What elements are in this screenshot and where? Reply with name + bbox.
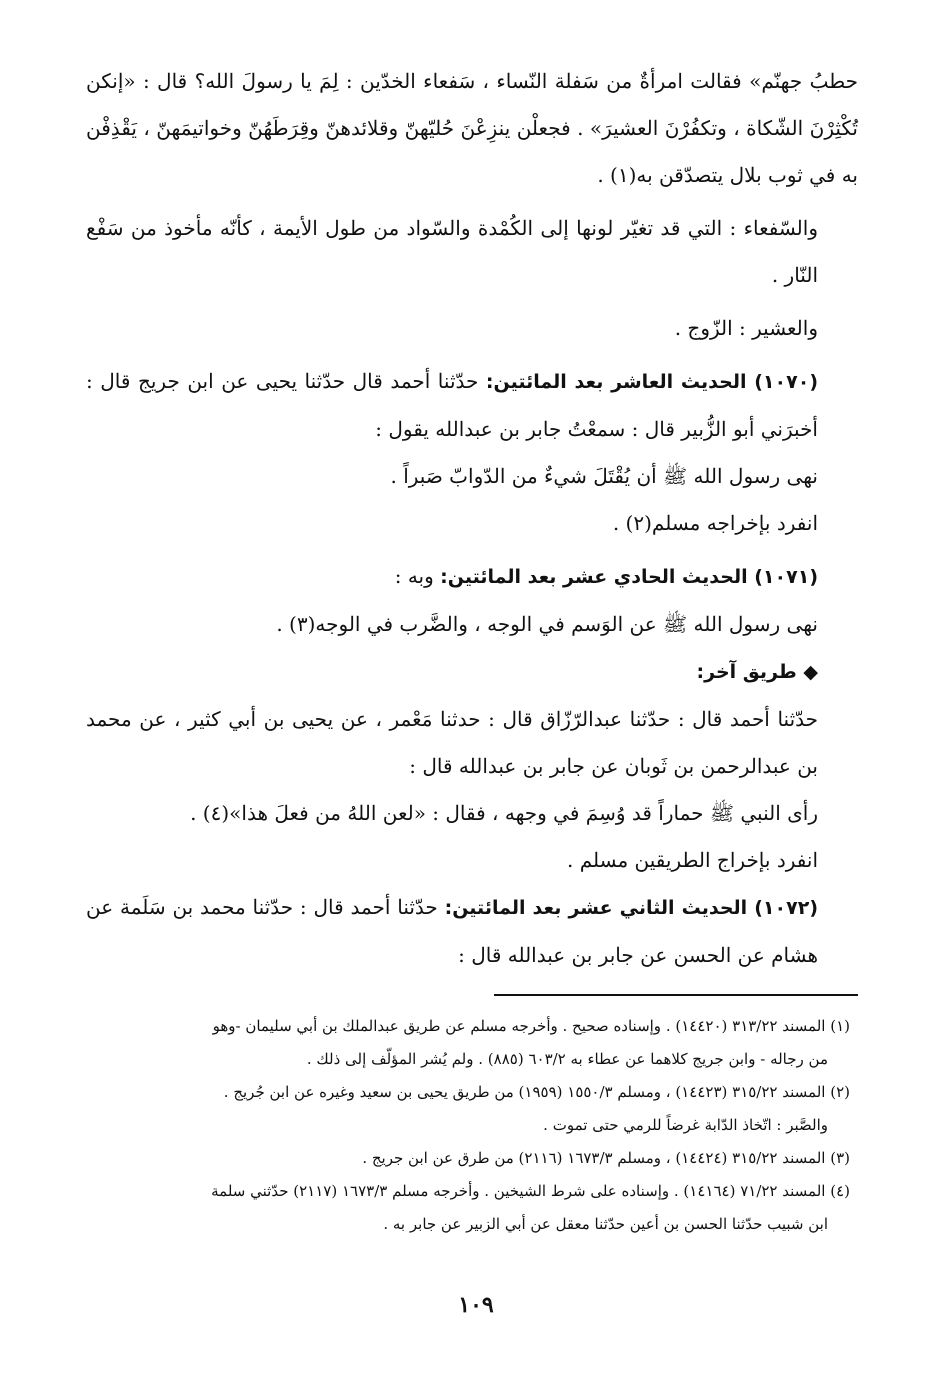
hadith-1072-title: (١٠٧٢) الحديث الثاني عشر بعد المائتين: bbox=[444, 897, 818, 919]
hadith-1071-title: (١٠٧١) الحديث الحادي عشر بعد المائتين: bbox=[440, 566, 818, 588]
section-heading bbox=[86, 648, 858, 696]
hadith-1072-text: حدّثنا أحمد قال : حدّثنا محمد بن سَلَمة عن هشام عن الحسن عن جابر بن عبدالله قال : bbox=[86, 895, 818, 967]
page-number: ١٠٩ bbox=[458, 1292, 494, 1318]
footnote-2-line-1: (٢) المسند ٣١٥/٢٢ (١٤٤٢٣) ، ومسلم ١٥٥٠/٣ (١٩٥٩) من طريق يحيى بن سعيد وغيره عن ابن جُريج . bbox=[223, 1083, 850, 1101]
footnote-3 bbox=[86, 1142, 850, 1175]
paragraph-8-text: نهى رسول الله ﷺ عن الوَسم في الوجه ، والضَّرب في الوجه(٣) . bbox=[276, 612, 818, 636]
paragraph-5 bbox=[86, 453, 858, 500]
paragraph-3 bbox=[86, 305, 858, 352]
footnote-4-line-2: ابن شبيب حدّثنا الحسن بن أعين حدّثنا معقل عن أبي الزبير عن جابر به . bbox=[383, 1215, 828, 1233]
paragraph-10 bbox=[86, 696, 858, 790]
paragraph-12-text: انفرد بإخراج الطريقين مسلم . bbox=[566, 848, 818, 872]
footnote-3-line-1: (٣) المسند ٣١٥/٢٢ (١٤٤٢٤) ، ومسلم ١٦٧٣/٣ (٢١١٦) من طرق عن ابن جريج . bbox=[362, 1149, 850, 1167]
hadith-1071-text: وبه : bbox=[394, 564, 434, 588]
hadith-1072 bbox=[86, 884, 858, 979]
footnote-2 bbox=[86, 1076, 850, 1142]
paragraph-8 bbox=[86, 601, 858, 648]
section-heading-text: ◆ طريق آخر: bbox=[696, 661, 818, 683]
paragraph-6 bbox=[86, 500, 858, 547]
paragraph-2-text: والسّفعاء : التي قد تغيّر لونها إلى الكُمْدة والسّواد من طول الأيمة ، كأنّه مأخوذ من سَفْع النّار . bbox=[86, 216, 818, 287]
footnotes bbox=[86, 1010, 850, 1241]
paragraph-1 bbox=[86, 58, 858, 199]
footnote-1-line-1: (١) المسند ٣١٣/٢٢ (١٤٤٢٠) . وإسناده صحيح . وأخرجه مسلم عن طريق عبدالملك بن أبي سليمان -وهو bbox=[212, 1017, 850, 1035]
footnote-4 bbox=[86, 1175, 850, 1241]
paragraph-5-text: نهى رسول الله ﷺ أن يُقْتَلَ شيءٌ من الدّوابّ صَبراً . bbox=[390, 464, 818, 488]
hadith-1070-title: (١٠٧٠) الحديث العاشر بعد المائتين: bbox=[485, 371, 818, 393]
hadith-1070 bbox=[86, 358, 858, 453]
paragraph-12 bbox=[86, 837, 858, 884]
footnote-2-line-2: والصَّبر : اتّخاذ الدّابة غرضاً للرمي حتى تموت . bbox=[543, 1116, 828, 1134]
paragraph-2 bbox=[86, 205, 858, 299]
paragraph-3-text: والعشير : الزّوج . bbox=[674, 316, 818, 340]
hadith-1070-text: حدّثنا أحمد قال حدّثنا يحيى عن ابن جريج قال : أخبرَني أبو الزُّبير قال : سمعْتُ جابر بن عبدالله يقول : bbox=[86, 369, 818, 441]
paragraph-11 bbox=[86, 790, 858, 837]
paragraph-1-text: حطبُ جهنّم» فقالت امرأةٌ من سَفلة النّساء ، سَفعاء الخدّين : لِمَ يا رسولَ الله؟ قال : «إنكن تُكْثِرْنَ الشّكاة ، وتكفُرْنَ العشيرَ» . فجعلْن ينزِعْنَ حُليّهنّ وقلائدهنّ وقِرَطَهُنّ وخواتيمَهنّ ، يَقْذِفْن به في ثوب بلال يتصدّقن به(١) . bbox=[86, 69, 858, 187]
footnote-4-line-1: (٤) المسند ٧١/٢٢ (١٤١٦٤) . وإسناده على شرط الشيخين . وأخرجه مسلم ١٦٧٣/٣ (٢١١٧) حدّثني سلمة bbox=[211, 1182, 850, 1200]
footnote-separator bbox=[494, 994, 858, 996]
footnote-1-line-2: من رجاله - وابن جريج كلاهما عن عطاء به ٦٠٣/٢ (٨٨٥) . ولم يُشر المؤلّف إلى ذلك . bbox=[306, 1050, 828, 1068]
main-text bbox=[86, 58, 858, 979]
footnote-1 bbox=[86, 1010, 850, 1076]
paragraph-10-text: حدّثنا أحمد قال : حدّثنا عبدالرّزّاق قال : حدثنا مَعْمر ، عن يحيى بن أبي كثير ، عن محمد بن عبدالرحمن بن ثَوبان عن جابر بن عبدالله قال : bbox=[86, 707, 818, 778]
paragraph-11-text: رأى النبي ﷺ حماراً قد وُسِمَ في وجهه ، فقال : «لعن اللهُ من فعلَ هذا»(٤) . bbox=[190, 801, 818, 825]
paragraph-6-text: انفرد بإخراجه مسلم(٢) . bbox=[612, 511, 818, 535]
hadith-1071 bbox=[86, 553, 858, 601]
